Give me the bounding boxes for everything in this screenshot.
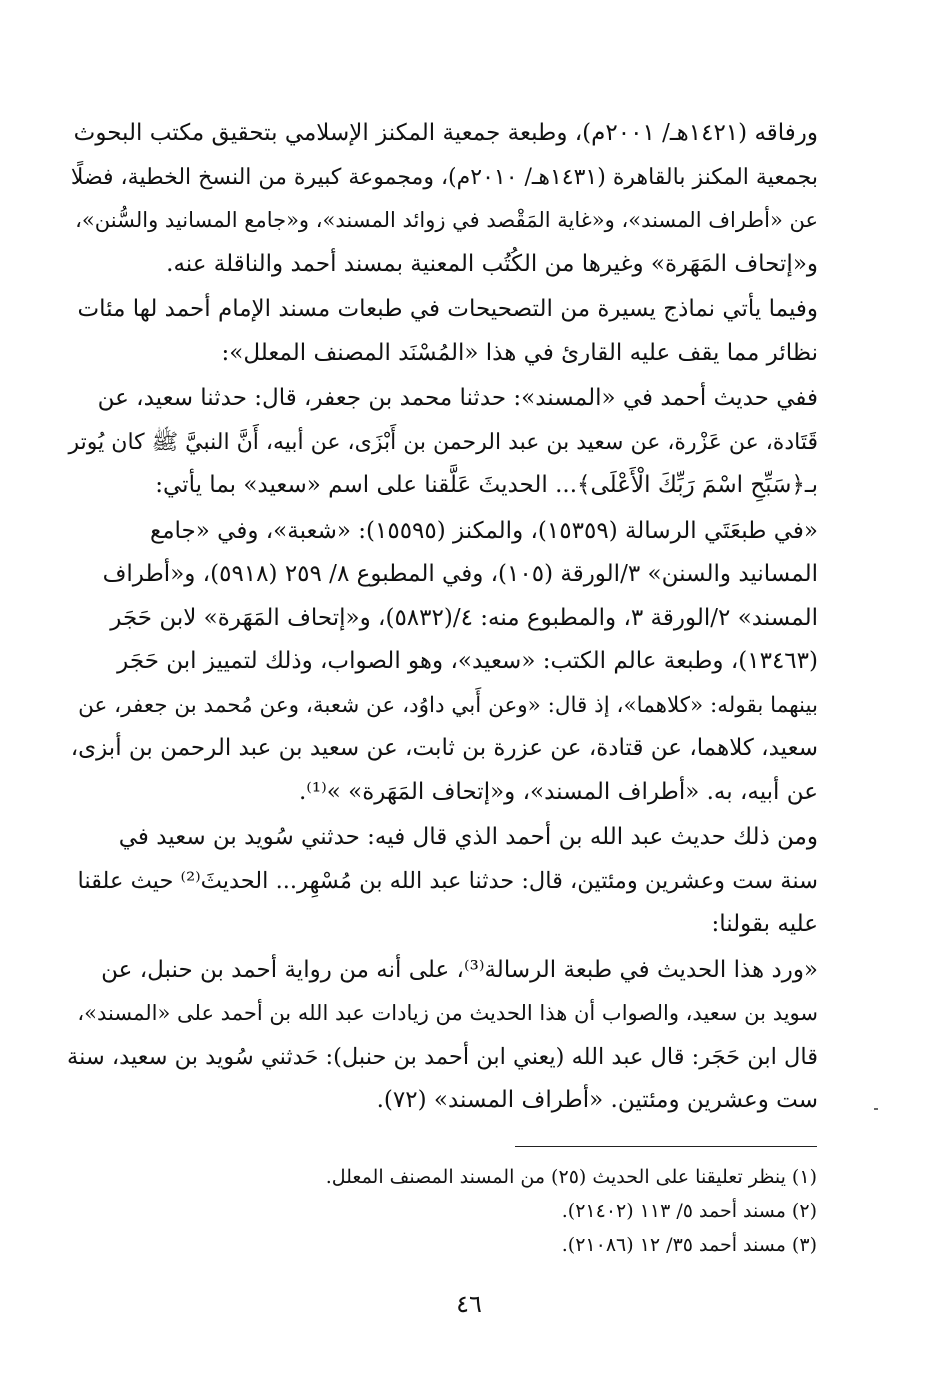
text-line: قال ابن حَجَر: قال عبد الله (يعني ابن أحمد بن حنبل): حَدثني سُويد بن سعيد، سنة	[67, 1043, 818, 1070]
text-line: و«إتحاف المَهَرة» وغيرها من الكُتُب المعنية بمسند أحمد والناقلة عنه.	[166, 250, 818, 277]
text-line: ورفاقه (١٤٢١هـ/ ٢٠٠١م)، وطبعة جمعية المكنز الإسلامي بتحقيق مكتب البحوث	[73, 120, 818, 146]
text-line: المسند» ٢/الورقة ٣، والمطبوع منه: ٤/(٥٨٣٢)، و«إتحاف المَهَرة» لابن حَجَر	[110, 604, 818, 631]
text-line: قَتَادة، عن عَزْرة، عن سعيد بن عبد الرحمن بن أَبْزَى، عن أبيه، أَنَّ النبيَّ ﷺ كان يُوتر	[68, 429, 818, 455]
text-line: سنة ست وعشرين ومئتين، قال: حدثنا عبد الله بن مُسْهِر... الحديثَ⁽²⁾ حيث علقنا	[77, 867, 818, 894]
text-line: بينهما بقوله: «كلاهما»، إذ قال: «وعن أَبي داوُد، عن شعبة، وعن مُحمد بن جعفر، عن	[78, 692, 818, 718]
margin-mark	[874, 1108, 878, 1110]
text-line: (١٣٤٦٣)، وطبعة عالم الكتب: «سعيد»، وهو الصواب، وذلك لتمييز ابن حَجَر	[117, 648, 818, 674]
text-line: نظائر مما يقف عليه القارئ في هذا «المُسْنَد المصنف المعلل»:	[221, 339, 818, 366]
page-number: ٤٦	[456, 1290, 482, 1318]
text-line: سويد بن سعيد، والصواب أن هذا الحديث من زيادات عبد الله بن أحمد على «المسند»،	[77, 1001, 818, 1025]
text-line: «في طبعَتَي الرسالة (١٥٣٥٩)، والمكنز (١٥٥٩٥): «شعبة»، وفي «جامع	[149, 517, 818, 544]
footnote: (٣) مسند أحمد ٣٥/ ١٢ (٢١٠٨٦).	[561, 1234, 817, 1256]
text-line: وفيما يأتي نماذج يسيرة من التصحيحات في طبعات مسند الإمام أحمد لها مئات	[77, 296, 818, 322]
text-line: عن «أطراف المسند»، و«غاية المَقْصد في زوائد المسند»، و«جامع المسانيد والسُّنن»،	[75, 208, 818, 232]
text-line: بجمعية المكنز بالقاهرة (١٤٣١هـ/ ٢٠١٠م)، ومجموعة كبيرة من النسخ الخطية، فضلًا	[70, 164, 818, 190]
text-line: سعيد، كلاهما، عن قتادة، عن عزرة بن ثابت، عن سعيد بن عبد الرحمن بن أبزى،	[70, 735, 818, 761]
text-line: بـ﴿سَبِّحِ اسْمَ رَبِّكَ الْأَعْلَى﴾... الحديثَ عَلَّقنا على اسم «سعيد» بما يأتي:	[155, 472, 818, 498]
text-line: «ورد هذا الحديث في طبعة الرسالة⁽³⁾، على أنه من رواية أحمد بن حنبل، عن	[101, 956, 818, 983]
footnote: (١) ينظر تعليقنا على الحديث (٢٥) من المسند المصنف المعلل.	[325, 1166, 817, 1188]
text-line: عن أبيه، به. «أطراف المسند»، و«إتحاف المَهَرة» »⁽¹⁾.	[298, 778, 818, 805]
footnote: (٢) مسند أحمد ٥/ ١١٣ (٢١٤٠٢).	[561, 1200, 817, 1222]
text-line: ومن ذلك حديث عبد الله بن أحمد الذي قال فيه: حدثني سُويد بن سعيد في	[118, 824, 818, 850]
footnote-divider	[515, 1146, 817, 1147]
text-line: ست وعشرين ومئتين. «أطراف المسند» (٧٢).	[376, 1087, 818, 1113]
text-line: المسانيد والسنن» ٣/الورقة (١٠٥)، وفي المطبوع ٨/ ٢٥٩ (٥٩١٨)، و«أطراف	[102, 561, 818, 587]
text-line: ففي حديث أحمد في «المسند»: حدثنا محمد بن جعفر، قال: حدثنا سعيد، عن	[97, 385, 818, 411]
footnotes	[180, 1160, 817, 1262]
text-line: عليه بقولنا:	[711, 911, 818, 937]
main-text	[66, 112, 818, 1123]
